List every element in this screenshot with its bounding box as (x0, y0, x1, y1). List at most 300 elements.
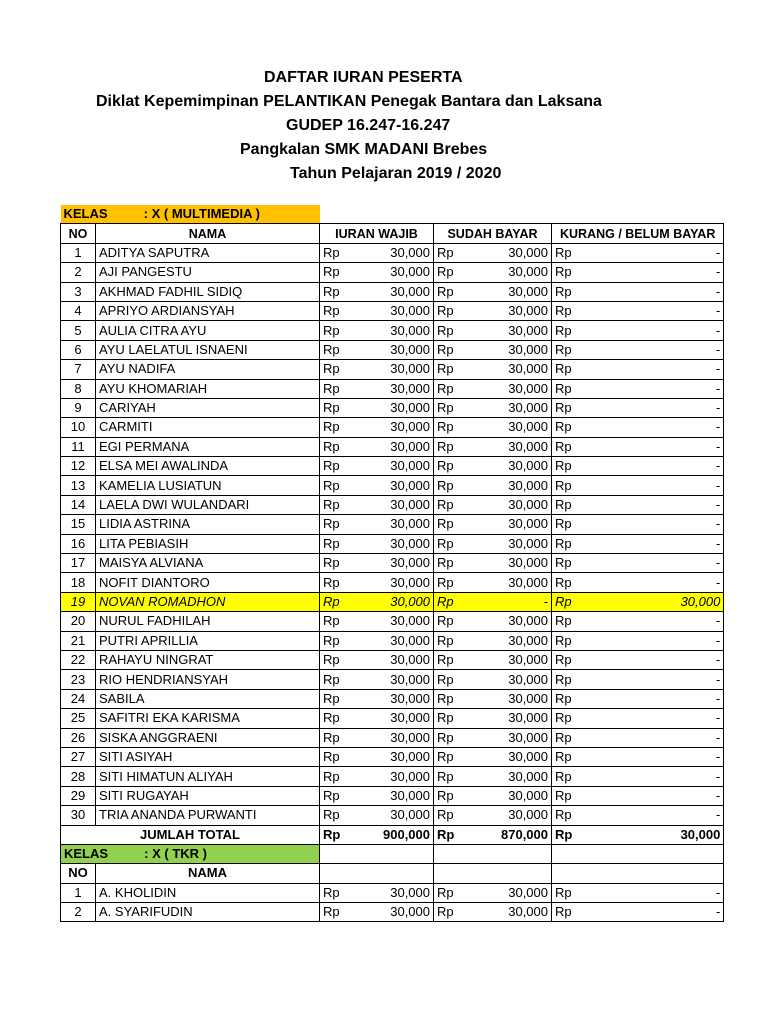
row-sudah-value: 30,000 (470, 631, 552, 650)
total-iuran-value: 900,000 (356, 825, 434, 844)
row-sudah-value: 30,000 (470, 360, 552, 379)
row-sudah-currency: Rp (434, 301, 470, 320)
row-sudah-currency: Rp (434, 243, 470, 262)
row-iuran-value: 30,000 (356, 340, 434, 359)
table-row (61, 437, 724, 456)
row-iuran-value: 30,000 (356, 243, 434, 262)
title-line-1: DAFTAR IURAN PESERTA (264, 69, 463, 86)
row-iuran-currency: Rp (320, 282, 356, 301)
row-iuran-currency: Rp (320, 631, 356, 650)
row-sudah-value: 30,000 (470, 767, 552, 786)
row-kurang-currency: Rp (552, 340, 598, 359)
row-iuran-currency: Rp (320, 263, 356, 282)
row-no: 18 (61, 573, 96, 592)
row-no: 29 (61, 786, 96, 805)
row-nama: AYU KHOMARIAH (96, 379, 320, 398)
row-kurang-value: - (597, 515, 724, 534)
row-no: 11 (61, 437, 96, 456)
row-kurang-currency: Rp (552, 360, 598, 379)
row-nama: ADITYA SAPUTRA (96, 243, 320, 262)
row-nama: AULIA CITRA AYU (96, 321, 320, 340)
row-kurang-currency: Rp (552, 689, 598, 708)
row-nama: CARMITI (96, 418, 320, 437)
row-iuran-currency: Rp (320, 728, 356, 747)
row-kurang-currency: Rp (552, 883, 598, 902)
row-iuran-value: 30,000 (356, 903, 434, 922)
row-iuran-value: 30,000 (356, 612, 434, 631)
row-sudah-currency: Rp (434, 282, 470, 301)
dues-table (60, 205, 724, 922)
total-sudah-value: 870,000 (470, 825, 552, 844)
table-row (61, 747, 724, 766)
row-sudah-currency: Rp (434, 883, 470, 902)
row-no: 9 (61, 398, 96, 417)
table-row (61, 495, 724, 514)
row-nama: LAELA DWI WULANDARI (96, 495, 320, 514)
row-iuran-currency: Rp (320, 806, 356, 825)
row-nama: AJI PANGESTU (96, 263, 320, 282)
table-row (61, 457, 724, 476)
row-kurang-currency: Rp (552, 747, 598, 766)
row-sudah-currency: Rp (434, 340, 470, 359)
row-iuran-value: 30,000 (356, 282, 434, 301)
row-kurang-currency: Rp (552, 573, 598, 592)
row-sudah-currency: Rp (434, 360, 470, 379)
row-kurang-currency: Rp (552, 728, 598, 747)
table-row (61, 612, 724, 631)
row-iuran-currency: Rp (320, 379, 356, 398)
row-kurang-currency: Rp (552, 282, 598, 301)
row-iuran-value: 30,000 (356, 321, 434, 340)
row-kurang-value: - (597, 398, 724, 417)
row-no: 27 (61, 747, 96, 766)
row-sudah-currency: Rp (434, 592, 470, 611)
row-iuran-value: 30,000 (356, 379, 434, 398)
row-nama: SITI ASIYAH (96, 747, 320, 766)
row-nama: A. SYARIFUDIN (96, 903, 320, 922)
row-iuran-value: 30,000 (356, 495, 434, 514)
row-kurang-value: - (597, 689, 724, 708)
row-kurang-currency: Rp (552, 592, 598, 611)
row-no: 20 (61, 612, 96, 631)
row-sudah-currency: Rp (434, 747, 470, 766)
table-row (61, 592, 724, 611)
row-nama: AYU NADIFA (96, 360, 320, 379)
table-row (61, 728, 724, 747)
row-sudah-currency: Rp (434, 650, 470, 669)
row-no: 22 (61, 650, 96, 669)
row-sudah-value: 30,000 (470, 883, 552, 902)
row-kurang-value: - (597, 379, 724, 398)
col-header-sudah-bayar: SUDAH BAYAR (434, 224, 552, 243)
row-kurang-currency: Rp (552, 243, 598, 262)
row-kurang-value: - (597, 573, 724, 592)
table-row (61, 321, 724, 340)
row-kurang-currency: Rp (552, 398, 598, 417)
row-kurang-value: - (597, 767, 724, 786)
col-header-nama: NAMA (96, 864, 320, 883)
table-row (61, 476, 724, 495)
row-sudah-currency: Rp (434, 612, 470, 631)
row-no: 4 (61, 301, 96, 320)
row-no: 1 (61, 883, 96, 902)
row-no: 15 (61, 515, 96, 534)
row-iuran-currency: Rp (320, 573, 356, 592)
empty-cell (434, 864, 552, 883)
row-iuran-currency: Rp (320, 457, 356, 476)
row-iuran-value: 30,000 (356, 515, 434, 534)
total-sudah-currency: Rp (434, 825, 470, 844)
row-iuran-value: 30,000 (356, 883, 434, 902)
row-iuran-currency: Rp (320, 340, 356, 359)
row-sudah-value: 30,000 (470, 670, 552, 689)
row-kurang-currency: Rp (552, 903, 598, 922)
row-kurang-currency: Rp (552, 554, 598, 573)
row-kurang-value: - (597, 301, 724, 320)
row-iuran-currency: Rp (320, 243, 356, 262)
row-sudah-currency: Rp (434, 515, 470, 534)
col-header-iuran-wajib: IURAN WAJIB (320, 224, 434, 243)
row-iuran-currency: Rp (320, 709, 356, 728)
row-iuran-currency: Rp (320, 786, 356, 805)
row-kurang-value: - (597, 321, 724, 340)
title-line-3: GUDEP 16.247-16.247 (286, 117, 451, 134)
total-label: JUMLAH TOTAL (61, 825, 320, 844)
row-sudah-currency: Rp (434, 437, 470, 456)
row-no: 8 (61, 379, 96, 398)
empty-cell (320, 864, 434, 883)
row-kurang-value: - (597, 786, 724, 805)
row-iuran-value: 30,000 (356, 301, 434, 320)
table-row (61, 554, 724, 573)
row-sudah-currency: Rp (434, 418, 470, 437)
row-kurang-currency: Rp (552, 612, 598, 631)
row-kurang-value: - (597, 747, 724, 766)
row-sudah-currency: Rp (434, 476, 470, 495)
title-line-4: Pangkalan SMK MADANI Brebes (240, 141, 488, 158)
row-kurang-value: - (597, 495, 724, 514)
row-nama: RIO HENDRIANSYAH (96, 670, 320, 689)
row-kurang-currency: Rp (552, 437, 598, 456)
row-nama: AYU LAELATUL ISNAENI (96, 340, 320, 359)
row-no: 5 (61, 321, 96, 340)
row-no: 30 (61, 806, 96, 825)
row-iuran-value: 30,000 (356, 437, 434, 456)
row-nama: KAMELIA LUSIATUN (96, 476, 320, 495)
table-row (61, 515, 724, 534)
class-label-multimedia: KELAS : X ( MULTIMEDIA ) (61, 205, 320, 224)
total-kurang-value: 30,000 (597, 825, 724, 844)
title-line-5: Tahun Pelajaran 2019 / 2020 (290, 165, 502, 182)
row-nama: CARIYAH (96, 398, 320, 417)
row-sudah-currency: Rp (434, 573, 470, 592)
row-sudah-value: 30,000 (470, 437, 552, 456)
row-nama: ELSA MEI AWALINDA (96, 457, 320, 476)
row-kurang-value: - (597, 340, 724, 359)
row-no: 7 (61, 360, 96, 379)
row-iuran-currency: Rp (320, 612, 356, 631)
row-kurang-currency: Rp (552, 786, 598, 805)
row-kurang-value: - (597, 243, 724, 262)
row-no: 16 (61, 534, 96, 553)
row-sudah-currency: Rp (434, 786, 470, 805)
row-sudah-value: 30,000 (470, 379, 552, 398)
row-sudah-value: 30,000 (470, 806, 552, 825)
table-row (61, 670, 724, 689)
row-iuran-currency: Rp (320, 747, 356, 766)
row-kurang-currency: Rp (552, 670, 598, 689)
row-iuran-currency: Rp (320, 360, 356, 379)
row-nama: PUTRI APRILLIA (96, 631, 320, 650)
row-nama: SITI RUGAYAH (96, 786, 320, 805)
row-nama: RAHAYU NINGRAT (96, 650, 320, 669)
row-sudah-value: 30,000 (470, 786, 552, 805)
row-no: 17 (61, 554, 96, 573)
row-kurang-value: - (597, 631, 724, 650)
row-no: 10 (61, 418, 96, 437)
row-sudah-currency: Rp (434, 534, 470, 553)
row-sudah-value: 30,000 (470, 495, 552, 514)
row-iuran-value: 30,000 (356, 534, 434, 553)
col-header-kurang-bayar: KURANG / BELUM BAYAR (552, 224, 724, 243)
row-sudah-value: 30,000 (470, 689, 552, 708)
row-kurang-currency: Rp (552, 263, 598, 282)
table-row (61, 263, 724, 282)
row-iuran-currency: Rp (320, 767, 356, 786)
row-kurang-currency: Rp (552, 650, 598, 669)
row-iuran-value: 30,000 (356, 806, 434, 825)
row-sudah-currency: Rp (434, 631, 470, 650)
row-sudah-value: 30,000 (470, 457, 552, 476)
column-header-row-tkr (61, 864, 724, 883)
row-iuran-currency: Rp (320, 321, 356, 340)
class-row-tkr (61, 844, 724, 863)
row-kurang-value: - (597, 282, 724, 301)
empty-cell (434, 844, 552, 863)
column-header-row (61, 224, 724, 243)
row-nama: NOFIT DIANTORO (96, 573, 320, 592)
row-kurang-currency: Rp (552, 767, 598, 786)
row-sudah-currency: Rp (434, 689, 470, 708)
row-iuran-value: 30,000 (356, 728, 434, 747)
row-kurang-value: - (597, 418, 724, 437)
row-no: 2 (61, 263, 96, 282)
row-kurang-value: - (597, 476, 724, 495)
row-iuran-value: 30,000 (356, 709, 434, 728)
row-iuran-currency: Rp (320, 301, 356, 320)
row-iuran-value: 30,000 (356, 786, 434, 805)
table-row (61, 301, 724, 320)
row-kurang-value: - (597, 437, 724, 456)
row-sudah-currency: Rp (434, 321, 470, 340)
row-kurang-value: - (597, 650, 724, 669)
row-iuran-currency: Rp (320, 437, 356, 456)
row-no: 21 (61, 631, 96, 650)
table-row (61, 786, 724, 805)
row-kurang-currency: Rp (552, 515, 598, 534)
row-kurang-currency: Rp (552, 457, 598, 476)
row-iuran-value: 30,000 (356, 360, 434, 379)
row-iuran-currency: Rp (320, 670, 356, 689)
row-kurang-value: - (597, 360, 724, 379)
row-sudah-currency: Rp (434, 728, 470, 747)
row-nama: AKHMAD FADHIL SIDIQ (96, 282, 320, 301)
row-iuran-currency: Rp (320, 883, 356, 902)
row-kurang-currency: Rp (552, 379, 598, 398)
row-iuran-currency: Rp (320, 418, 356, 437)
col-header-no: NO (61, 864, 96, 883)
row-iuran-currency: Rp (320, 495, 356, 514)
row-iuran-currency: Rp (320, 398, 356, 417)
row-sudah-value: 30,000 (470, 747, 552, 766)
row-sudah-value: 30,000 (470, 282, 552, 301)
row-kurang-currency: Rp (552, 301, 598, 320)
row-iuran-value: 30,000 (356, 767, 434, 786)
row-sudah-value: 30,000 (470, 418, 552, 437)
total-iuran-currency: Rp (320, 825, 356, 844)
row-sudah-value: 30,000 (470, 709, 552, 728)
row-iuran-currency: Rp (320, 689, 356, 708)
table-row (61, 398, 724, 417)
row-nama: TRIA ANANDA PURWANTI (96, 806, 320, 825)
table-row (61, 883, 724, 902)
row-nama: MAISYA ALVIANA (96, 554, 320, 573)
total-row (61, 825, 724, 844)
row-sudah-currency: Rp (434, 709, 470, 728)
row-sudah-currency: Rp (434, 670, 470, 689)
row-kurang-currency: Rp (552, 534, 598, 553)
empty-cell (552, 844, 724, 863)
row-iuran-value: 30,000 (356, 263, 434, 282)
row-no: 28 (61, 767, 96, 786)
table-row (61, 631, 724, 650)
row-sudah-value: 30,000 (470, 243, 552, 262)
row-nama: SAFITRI EKA KARISMA (96, 709, 320, 728)
row-sudah-value: 30,000 (470, 515, 552, 534)
table-row (61, 573, 724, 592)
row-iuran-value: 30,000 (356, 398, 434, 417)
table-row (61, 340, 724, 359)
row-nama: NURUL FADHILAH (96, 612, 320, 631)
table-row (61, 534, 724, 553)
row-sudah-value: 30,000 (470, 650, 552, 669)
row-no: 26 (61, 728, 96, 747)
row-kurang-value: - (597, 554, 724, 573)
row-sudah-value: 30,000 (470, 534, 552, 553)
row-kurang-value: 30,000 (597, 592, 724, 611)
table-row (61, 282, 724, 301)
row-iuran-value: 30,000 (356, 689, 434, 708)
row-kurang-value: - (597, 670, 724, 689)
row-kurang-currency: Rp (552, 631, 598, 650)
row-sudah-currency: Rp (434, 495, 470, 514)
row-iuran-value: 30,000 (356, 592, 434, 611)
table-row (61, 360, 724, 379)
row-nama: APRIYO ARDIANSYAH (96, 301, 320, 320)
row-sudah-value: 30,000 (470, 263, 552, 282)
class-label-tkr: KELAS : X ( TKR ) (61, 844, 320, 863)
row-no: 14 (61, 495, 96, 514)
row-iuran-value: 30,000 (356, 650, 434, 669)
row-sudah-currency: Rp (434, 379, 470, 398)
row-no: 12 (61, 457, 96, 476)
row-sudah-currency: Rp (434, 263, 470, 282)
row-sudah-value: 30,000 (470, 301, 552, 320)
row-sudah-value: 30,000 (470, 573, 552, 592)
row-kurang-value: - (597, 263, 724, 282)
row-nama: SITI HIMATUN ALIYAH (96, 767, 320, 786)
row-kurang-value: - (597, 883, 724, 902)
row-sudah-currency: Rp (434, 767, 470, 786)
row-iuran-currency: Rp (320, 476, 356, 495)
row-sudah-currency: Rp (434, 903, 470, 922)
table-row (61, 689, 724, 708)
row-no: 23 (61, 670, 96, 689)
row-sudah-currency: Rp (434, 398, 470, 417)
row-kurang-value: - (597, 728, 724, 747)
row-kurang-value: - (597, 903, 724, 922)
table-row (61, 379, 724, 398)
row-nama: SISKA ANGGRAENI (96, 728, 320, 747)
row-sudah-value: - (470, 592, 552, 611)
row-no: 6 (61, 340, 96, 359)
row-nama: LITA PEBIASIH (96, 534, 320, 553)
row-iuran-currency: Rp (320, 554, 356, 573)
row-nama: EGI PERMANA (96, 437, 320, 456)
col-header-nama: NAMA (96, 224, 320, 243)
row-sudah-value: 30,000 (470, 903, 552, 922)
row-kurang-value: - (597, 457, 724, 476)
row-kurang-currency: Rp (552, 476, 598, 495)
class-row-multimedia (61, 205, 724, 224)
row-sudah-value: 30,000 (470, 398, 552, 417)
table-row (61, 243, 724, 262)
row-iuran-value: 30,000 (356, 554, 434, 573)
table-row (61, 418, 724, 437)
row-iuran-value: 30,000 (356, 476, 434, 495)
row-kurang-currency: Rp (552, 495, 598, 514)
row-iuran-value: 30,000 (356, 631, 434, 650)
table-row (61, 806, 724, 825)
row-kurang-value: - (597, 806, 724, 825)
empty-cell (552, 864, 724, 883)
row-kurang-value: - (597, 534, 724, 553)
row-sudah-value: 30,000 (470, 728, 552, 747)
row-iuran-value: 30,000 (356, 573, 434, 592)
row-kurang-currency: Rp (552, 806, 598, 825)
row-sudah-currency: Rp (434, 806, 470, 825)
row-sudah-currency: Rp (434, 457, 470, 476)
total-kurang-currency: Rp (552, 825, 598, 844)
row-no: 1 (61, 243, 96, 262)
table-row (61, 767, 724, 786)
row-iuran-currency: Rp (320, 534, 356, 553)
row-sudah-currency: Rp (434, 554, 470, 573)
row-kurang-currency: Rp (552, 418, 598, 437)
row-sudah-value: 30,000 (470, 340, 552, 359)
row-sudah-value: 30,000 (470, 476, 552, 495)
row-sudah-value: 30,000 (470, 612, 552, 631)
dues-table-body (61, 205, 724, 922)
row-iuran-value: 30,000 (356, 747, 434, 766)
row-iuran-currency: Rp (320, 903, 356, 922)
row-kurang-value: - (597, 612, 724, 631)
row-no: 2 (61, 903, 96, 922)
empty-cell (320, 844, 434, 863)
row-iuran-currency: Rp (320, 592, 356, 611)
row-nama: NOVAN ROMADHON (96, 592, 320, 611)
row-no: 24 (61, 689, 96, 708)
